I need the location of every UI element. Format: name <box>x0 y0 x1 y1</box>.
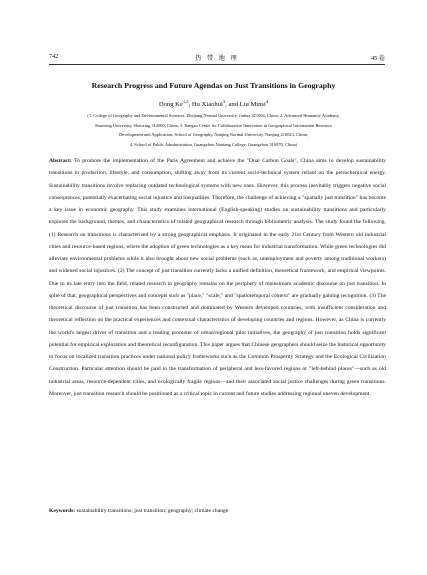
abstract-label: Abstract: <box>49 158 72 164</box>
keywords <box>49 506 386 516</box>
volume-label: 45 卷 <box>371 55 385 62</box>
author-affiliation-marker: 4 <box>265 98 269 104</box>
author-line <box>40 98 387 108</box>
keywords-text: sustainability transitions; just transition; geography; climate change <box>76 508 229 514</box>
author-affiliation-marker: 1,2 <box>182 98 189 104</box>
affiliation-line: (1. College of Geography and Environmental Sciences, Zhejiang Normal University, Jinhua 321004, China; 2. Advanced Humanity Academy, <box>87 113 340 118</box>
author-separator: , and <box>225 101 240 108</box>
page-number: 742 <box>49 53 59 60</box>
abstract-text: To promote the implementation of the Paris Agreement and achieve the "Dual Carbon Goals", China aims to develop sustainability transitions in production, lifestyle, and consumption, shifting away from its current socio-technical system reliant on the petrochemical energy. Sustainability transitions involve replacing outdated technological systems with new ones. However, this process inevitably triggers negative social consequences, potentially exacerbating social injustice and inequalities. Therefore, the challenge of achieving a "spatially just transition" has become a key issue in economic geography. This study examines international (English-speaking) studies on sustainability transitions and particularly explores the background, themes, and characteristics of related geographical research through bibliometric analysis. The study found the following. (1) Research on transitions is characterized by a strong geographical emphasis. It originated in the early 21st Century from Western old industrial cities and resource-based regions, where the adoption of green technologies as a key mean for industrial transformation. While green technologies did alleviate environmental problems while it also brought about new social problems (such as, unemployment and poverty among traditional workers) and widened social injustices. (2) The concept of just transition currently lacks a unified definition, theoretical framework, and empirical viewpoints. Due to its late entry into the field, related research in geography remains on the periphery of mainstream academic discourse on just transition. In spite of that, geographical perspectives and concepts such as "place," "scale," and "spatiotemporal context" are gradually gaining recognition. (3) The theoretical discourse of just transition has been constructed and dominated by Western developed countries, with insufficient consideration and theoretical reflection on the practical experiences and contextual characteristics of developing countries and regions. However, as China is currently the world's largest driver of transition and a leading promoter of urban/regional pilot initiatives, the geography of just transition holds significant potential for empirical exploration and theoretical reconfiguration. This paper argues that Chinese geographers should seize the historical opportunity to focus on localized transition practices under national policy frameworks such as the Common Prosperity Strategy and the Ecological Civilization Construction. Particular attention should be paid to the transformation of peripheral and less-favored regions or "left-behind places"—such as old industrial areas, resource-dependent cities, and ecologically fragile regions—and their associated social justice challenges during green transitions. Moreover, just transition research should be positioned as a critical topic in current and future studies addressing regional uneven development. <box>49 158 386 397</box>
keywords-label: Keywords: <box>49 508 76 514</box>
affiliation-line: Development and Application, School of Geography, Nanjing Normal University, Nanjing 210023, China; <box>119 132 308 138</box>
abstract <box>49 155 386 400</box>
author-name: Hu Xiaohui <box>191 101 223 108</box>
author-affiliation-marker: 3 <box>222 98 226 104</box>
affiliations <box>52 111 375 149</box>
author-name: Dong Ke <box>158 101 183 108</box>
author-name: Liu Minsi <box>239 101 266 108</box>
affiliation-line: Shaoxing University, Shaoxing 312000, China; 3. Jiangsu Center for Collaborative Innovation in Geographical Information Resource <box>95 122 332 128</box>
running-head <box>49 53 385 62</box>
author-separator: , <box>188 101 192 108</box>
header-rule <box>49 64 385 65</box>
affiliation-line: 4. School of Public Administration, Guangzhou Nanfang College, Guangzhou 510970, China) <box>129 141 298 147</box>
journal-name: 热 带 地 理 <box>195 55 239 62</box>
paper-title: Research Progress and Future Agendas on Just Transitions in Geography <box>91 81 336 90</box>
